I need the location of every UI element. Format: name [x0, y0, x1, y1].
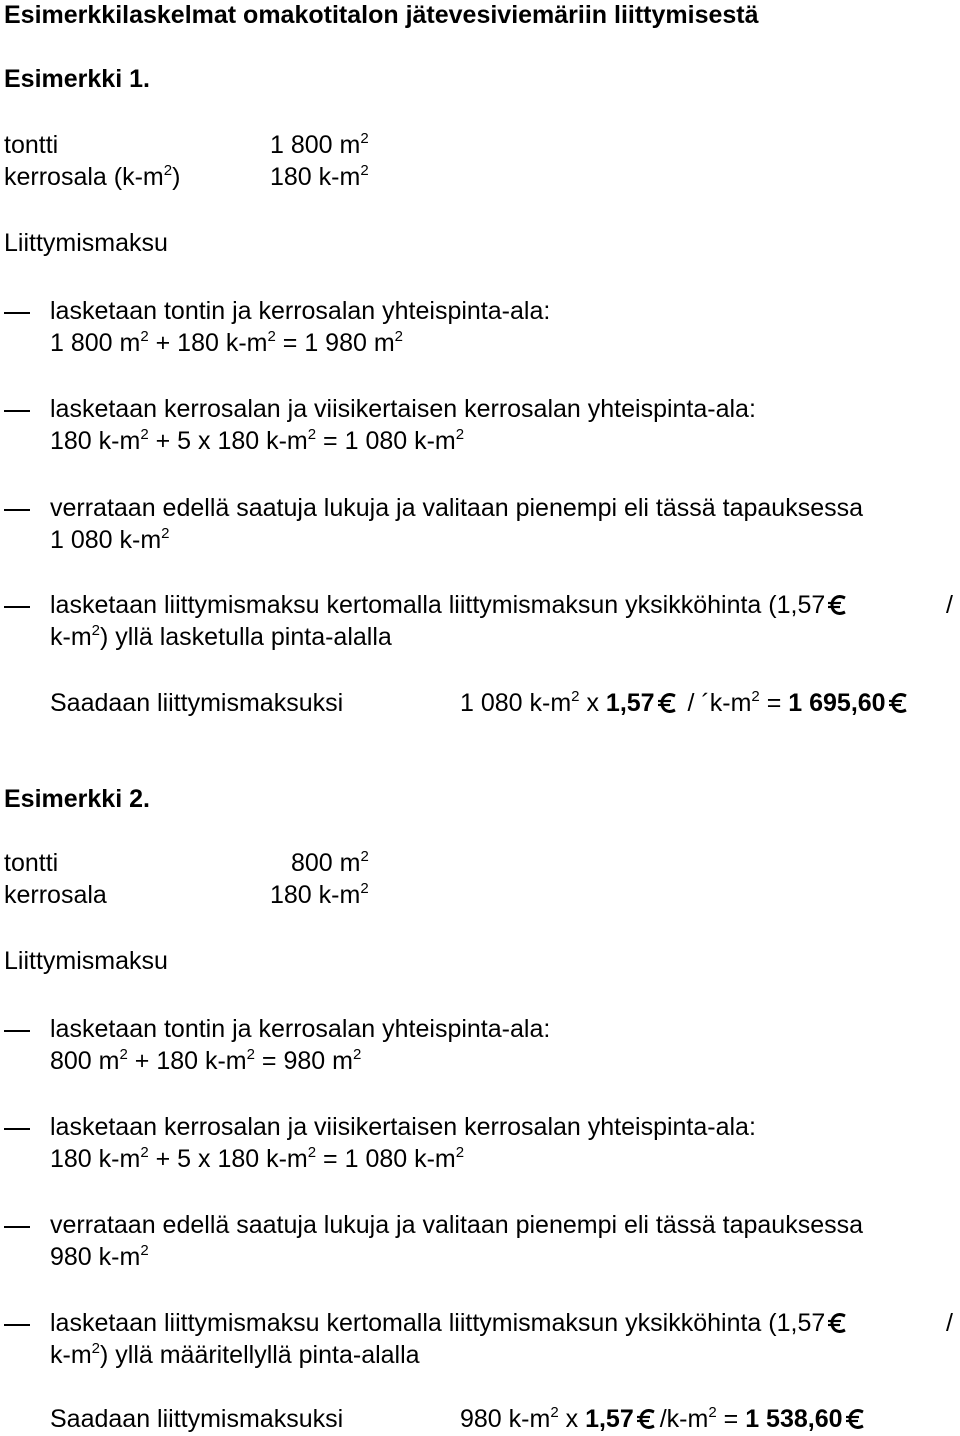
document-title: Esimerkkilaskelmat omakotitalon jätevesiviemäriin liittymisestä: [4, 1, 759, 29]
euro-icon: [889, 692, 909, 714]
dash-icon: [4, 1324, 30, 1326]
example1-plot-value: 1 800 $m^2$: [270, 130, 369, 159]
euro-icon: [846, 1408, 866, 1430]
example2-bullet4-text: lasketaan liittymismaksu kertomalla liittymismaksun yksikköhinta (1,57: [50, 1308, 851, 1338]
example1-heading: Esimerkki 1.: [4, 65, 150, 93]
example2-bullet4-slash: /: [946, 1309, 953, 1337]
example1-floor-value: 180 $k-m^2$: [270, 162, 369, 191]
example1-bullet3-text: verrataan edellä saatuja lukuja ja valitaan pienempi eli tässä tapauksessa: [50, 494, 864, 522]
example2-bullet3-text: verrataan edellä saatuja lukuja ja valitaan pienempi eli tässä tapauksessa: [50, 1211, 864, 1239]
dash-icon: [4, 1128, 30, 1130]
example1-result-formula: 1 080 $k-m^2$ x 1,57 / $´k-m^2 = 1$ 695,60: [460, 688, 912, 718]
example2-bullet2-formula: 180 $k-m^2 + 5$ x 180 $k-m^2 = 1$ 080 $k-m^2$: [50, 1144, 465, 1173]
dash-icon: [4, 1030, 30, 1032]
example1-bullet4-slash: /: [946, 591, 953, 619]
euro-icon: [828, 594, 848, 616]
example1-plot-label: tontti: [4, 131, 59, 159]
example2-plot-label: tontti: [4, 849, 59, 877]
dash-icon: [4, 606, 30, 608]
example1-bullet4-text: lasketaan liittymismaksu kertomalla liittymismaksun yksikköhinta (1,57: [50, 590, 851, 620]
example2-plot-value: 800 $m^2$: [291, 848, 369, 877]
example1-fee-heading: Liittymismaksu: [4, 229, 168, 257]
dash-icon: [4, 509, 30, 511]
example2-bullet1-text: lasketaan tontin ja kerrosalan yhteispinta-ala:: [50, 1015, 551, 1043]
example2-heading: Esimerkki 2.: [4, 785, 150, 813]
dash-icon: [4, 410, 30, 412]
example2-result-formula: 980 $k-m^2$ x 1,57 $/k-m^2 = 1$ 538,60: [460, 1404, 869, 1434]
example2-bullet2-text: lasketaan kerrosalan ja viisikertaisen kerrosalan yhteispinta-ala:: [50, 1113, 756, 1141]
example2-fee-heading: Liittymismaksu: [4, 947, 168, 975]
example2-floor-label: kerrosala: [4, 881, 107, 909]
example2-result-label: Saadaan liittymismaksuksi: [50, 1405, 344, 1433]
example1-bullet4-continuation: $k-m^2$) yllä lasketulla pinta-alalla: [50, 622, 392, 651]
example1-result-label: Saadaan liittymismaksuksi: [50, 689, 344, 717]
dash-icon: [4, 1226, 30, 1228]
euro-icon: [637, 1408, 657, 1430]
example1-bullet1-formula: 1 800 $m^2 + 180$ $k-m^2 = 1$ 980 $m^2$: [50, 328, 404, 357]
example2-bullet1-formula: 800 $m^2 + 180$ $k-m^2 = 980$ $m^2$: [50, 1046, 362, 1075]
example1-bullet2-formula: 180 $k-m^2 + 5$ x 180 $k-m^2 = 1$ 080 $k-m^2$: [50, 426, 465, 455]
example1-floor-label: kerrosala $(k-m^2)$: [4, 162, 181, 191]
example1-bullet3-value: 1 080 $k-m^2$: [50, 525, 170, 554]
example2-bullet3-value: 980 $k-m^2$: [50, 1242, 149, 1271]
example2-bullet4-continuation: $k-m^2$) yllä määritellyllä pinta-alalla: [50, 1340, 420, 1369]
example2-floor-value: 180 $k-m^2$: [270, 880, 369, 909]
dash-icon: [4, 312, 30, 314]
euro-icon: [828, 1312, 848, 1334]
example1-bullet1-text: lasketaan tontin ja kerrosalan yhteispinta-ala:: [50, 297, 551, 325]
example1-bullet2-text: lasketaan kerrosalan ja viisikertaisen kerrosalan yhteispinta-ala:: [50, 395, 756, 423]
euro-icon: [658, 692, 678, 714]
